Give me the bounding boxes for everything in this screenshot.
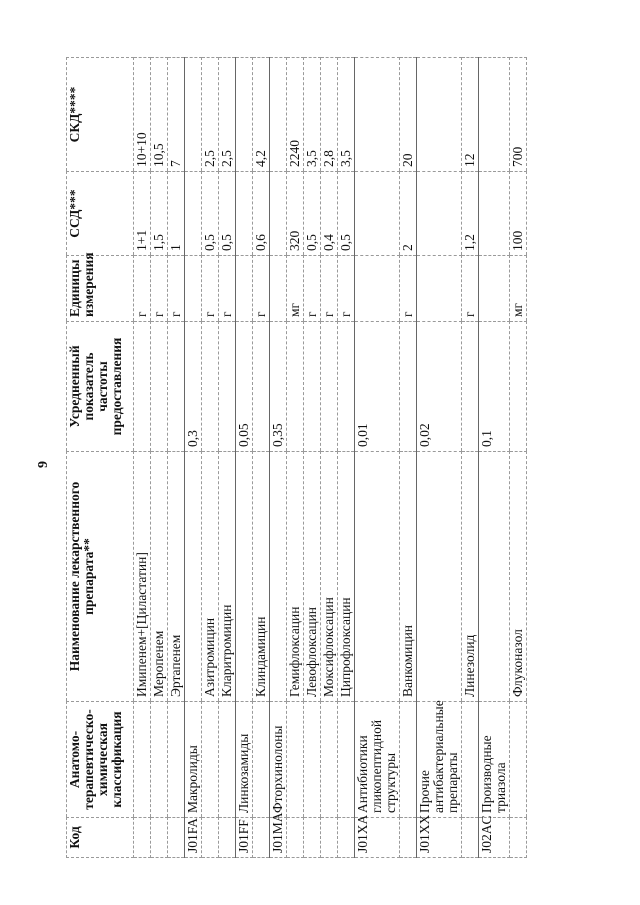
cell-avg (219, 322, 236, 452)
cell-skd: 4,2 (253, 58, 270, 172)
cell-code: J01FF (236, 818, 253, 858)
cell-unit: мг (510, 256, 527, 322)
table-row (462, 58, 479, 858)
cell-skd: 20 (400, 58, 417, 172)
cell-group (321, 702, 338, 818)
cell-ssd: 1,2 (462, 172, 479, 256)
cell-skd: 2,5 (202, 58, 219, 172)
cell-skd: 10+10 (134, 58, 151, 172)
cell-unit (236, 256, 253, 322)
cell-group (219, 702, 236, 818)
cell-avg (400, 322, 417, 452)
cell-skd (270, 58, 287, 172)
cell-avg (134, 322, 151, 452)
cell-code (510, 818, 527, 858)
cell-group (151, 702, 168, 818)
cell-code (287, 818, 304, 858)
cell-code: J02AC (479, 818, 510, 858)
cell-drug (355, 452, 400, 702)
cell-avg (253, 322, 270, 452)
cell-avg (151, 322, 168, 452)
cell-skd: 2,8 (321, 58, 338, 172)
cell-ssd: 1+1 (134, 172, 151, 256)
cell-drug: Имипенем+[Циластатин] (134, 452, 151, 702)
cell-skd: 12 (462, 58, 479, 172)
table-row (400, 58, 417, 858)
cell-group (287, 702, 304, 818)
cell-skd (479, 58, 510, 172)
cell-ssd: 0,4 (321, 172, 338, 256)
cell-code (134, 818, 151, 858)
cell-avg (462, 322, 479, 452)
cell-ssd: 0,5 (202, 172, 219, 256)
cell-group (462, 702, 479, 818)
table-row (134, 58, 151, 858)
table-row (287, 58, 304, 858)
cell-ssd: 0,6 (253, 172, 270, 256)
cell-ssd (417, 172, 462, 256)
cell-avg (304, 322, 321, 452)
cell-drug: Левофлоксацин (304, 452, 321, 702)
cell-unit (185, 256, 202, 322)
cell-group: Фторхинолоны (270, 702, 287, 818)
cell-skd: 700 (510, 58, 527, 172)
table-row (510, 58, 527, 858)
cell-group (400, 702, 417, 818)
cell-code (400, 818, 417, 858)
table-row (202, 58, 219, 858)
cell-code (202, 818, 219, 858)
table-row (355, 58, 400, 858)
cell-group: Прочие антибактериальные препараты (417, 702, 462, 818)
cell-drug (417, 452, 462, 702)
header-avg: Усредненный показатель частоты предоставления (67, 322, 134, 452)
cell-drug: Кларитромицин (219, 452, 236, 702)
cell-group (134, 702, 151, 818)
cell-ssd: 1 (168, 172, 185, 256)
cell-drug: Эртапенем (168, 452, 185, 702)
cell-avg: 0,1 (479, 322, 510, 452)
cell-skd: 3,5 (304, 58, 321, 172)
table-row (151, 58, 168, 858)
cell-ssd: 0,5 (304, 172, 321, 256)
cell-ssd: 100 (510, 172, 527, 256)
cell-avg (202, 322, 219, 452)
cell-code (151, 818, 168, 858)
header-skd: СКД**** (67, 58, 134, 172)
cell-unit: мг (287, 256, 304, 322)
cell-ssd (185, 172, 202, 256)
cell-ssd: 0,5 (338, 172, 355, 256)
table-row (253, 58, 270, 858)
cell-code: J01XX (417, 818, 462, 858)
cell-unit: г (134, 256, 151, 322)
table-row (185, 58, 202, 858)
table-row (236, 58, 253, 858)
cell-unit: г (338, 256, 355, 322)
cell-drug (270, 452, 287, 702)
cell-code (253, 818, 270, 858)
cell-ssd (270, 172, 287, 256)
cell-unit (355, 256, 400, 322)
cell-drug: Ципрофлоксацин (338, 452, 355, 702)
cell-code (321, 818, 338, 858)
cell-code: J01FA (185, 818, 202, 858)
page-number: 9 (36, 461, 51, 468)
cell-unit: г (304, 256, 321, 322)
cell-group: Линкозамиды (236, 702, 253, 818)
cell-skd: 7 (168, 58, 185, 172)
table-row (304, 58, 321, 858)
cell-avg: 0,02 (417, 322, 462, 452)
cell-drug: Флуконазол (510, 452, 527, 702)
cell-unit: г (202, 256, 219, 322)
cell-unit: г (400, 256, 417, 322)
header-ssd: ССД*** (67, 172, 134, 256)
table-row (270, 58, 287, 858)
cell-ssd (479, 172, 510, 256)
cell-avg (287, 322, 304, 452)
table-header-row (67, 58, 134, 858)
cell-skd: 2,5 (219, 58, 236, 172)
cell-avg (321, 322, 338, 452)
cell-drug (479, 452, 510, 702)
table-rotated-wrapper (66, 58, 586, 858)
cell-skd (417, 58, 462, 172)
cell-ssd: 1,5 (151, 172, 168, 256)
cell-skd: 3,5 (338, 58, 355, 172)
cell-skd (355, 58, 400, 172)
cell-avg: 0,05 (236, 322, 253, 452)
cell-unit: г (219, 256, 236, 322)
cell-group: Производные триазола (479, 702, 510, 818)
cell-unit: г (462, 256, 479, 322)
header-drug: Наименование лекарственного препарата** (67, 452, 134, 702)
cell-ssd (355, 172, 400, 256)
cell-code (304, 818, 321, 858)
cell-code (338, 818, 355, 858)
header-unit: Единицы измерения (67, 256, 134, 322)
cell-group (168, 702, 185, 818)
cell-group: Антибиотики гликопептидной структуры (355, 702, 400, 818)
table-body (134, 58, 527, 858)
cell-unit: г (253, 256, 270, 322)
cell-ssd: 320 (287, 172, 304, 256)
cell-group (253, 702, 270, 818)
cell-avg (338, 322, 355, 452)
cell-unit (417, 256, 462, 322)
cell-unit: г (151, 256, 168, 322)
header-group: Анатомо-терапевтическо-химическая классификация (67, 702, 134, 818)
cell-skd: 2240 (287, 58, 304, 172)
header-code: Код (67, 818, 134, 858)
table-row (338, 58, 355, 858)
cell-group (338, 702, 355, 818)
cell-ssd: 2 (400, 172, 417, 256)
cell-code (462, 818, 479, 858)
cell-group: Макролиды (185, 702, 202, 818)
cell-drug: Ванкомицин (400, 452, 417, 702)
cell-avg: 0,35 (270, 322, 287, 452)
cell-avg: 0,01 (355, 322, 400, 452)
table-row (219, 58, 236, 858)
cell-drug: Азитромицин (202, 452, 219, 702)
table-row (417, 58, 462, 858)
cell-unit (270, 256, 287, 322)
cell-group (202, 702, 219, 818)
cell-code: J01XA (355, 818, 400, 858)
cell-drug (185, 452, 202, 702)
cell-avg (510, 322, 527, 452)
cell-code (168, 818, 185, 858)
cell-unit: г (321, 256, 338, 322)
cell-drug: Клиндамицин (253, 452, 270, 702)
cell-drug (236, 452, 253, 702)
cell-drug: Меропенем (151, 452, 168, 702)
cell-group (510, 702, 527, 818)
cell-drug: Моксифлоксацин (321, 452, 338, 702)
cell-skd (185, 58, 202, 172)
cell-code (219, 818, 236, 858)
cell-code: J01MA (270, 818, 287, 858)
cell-ssd (236, 172, 253, 256)
cell-avg: 0,3 (185, 322, 202, 452)
cell-drug: Линезолид (462, 452, 479, 702)
table-row (321, 58, 338, 858)
table-row (168, 58, 185, 858)
cell-ssd: 0,5 (219, 172, 236, 256)
cell-avg (168, 322, 185, 452)
cell-drug: Гемифлоксацин (287, 452, 304, 702)
cell-unit (479, 256, 510, 322)
cell-group (304, 702, 321, 818)
table-row (479, 58, 510, 858)
drug-table (66, 57, 527, 858)
cell-skd (236, 58, 253, 172)
cell-skd: 10,5 (151, 58, 168, 172)
cell-unit: г (168, 256, 185, 322)
